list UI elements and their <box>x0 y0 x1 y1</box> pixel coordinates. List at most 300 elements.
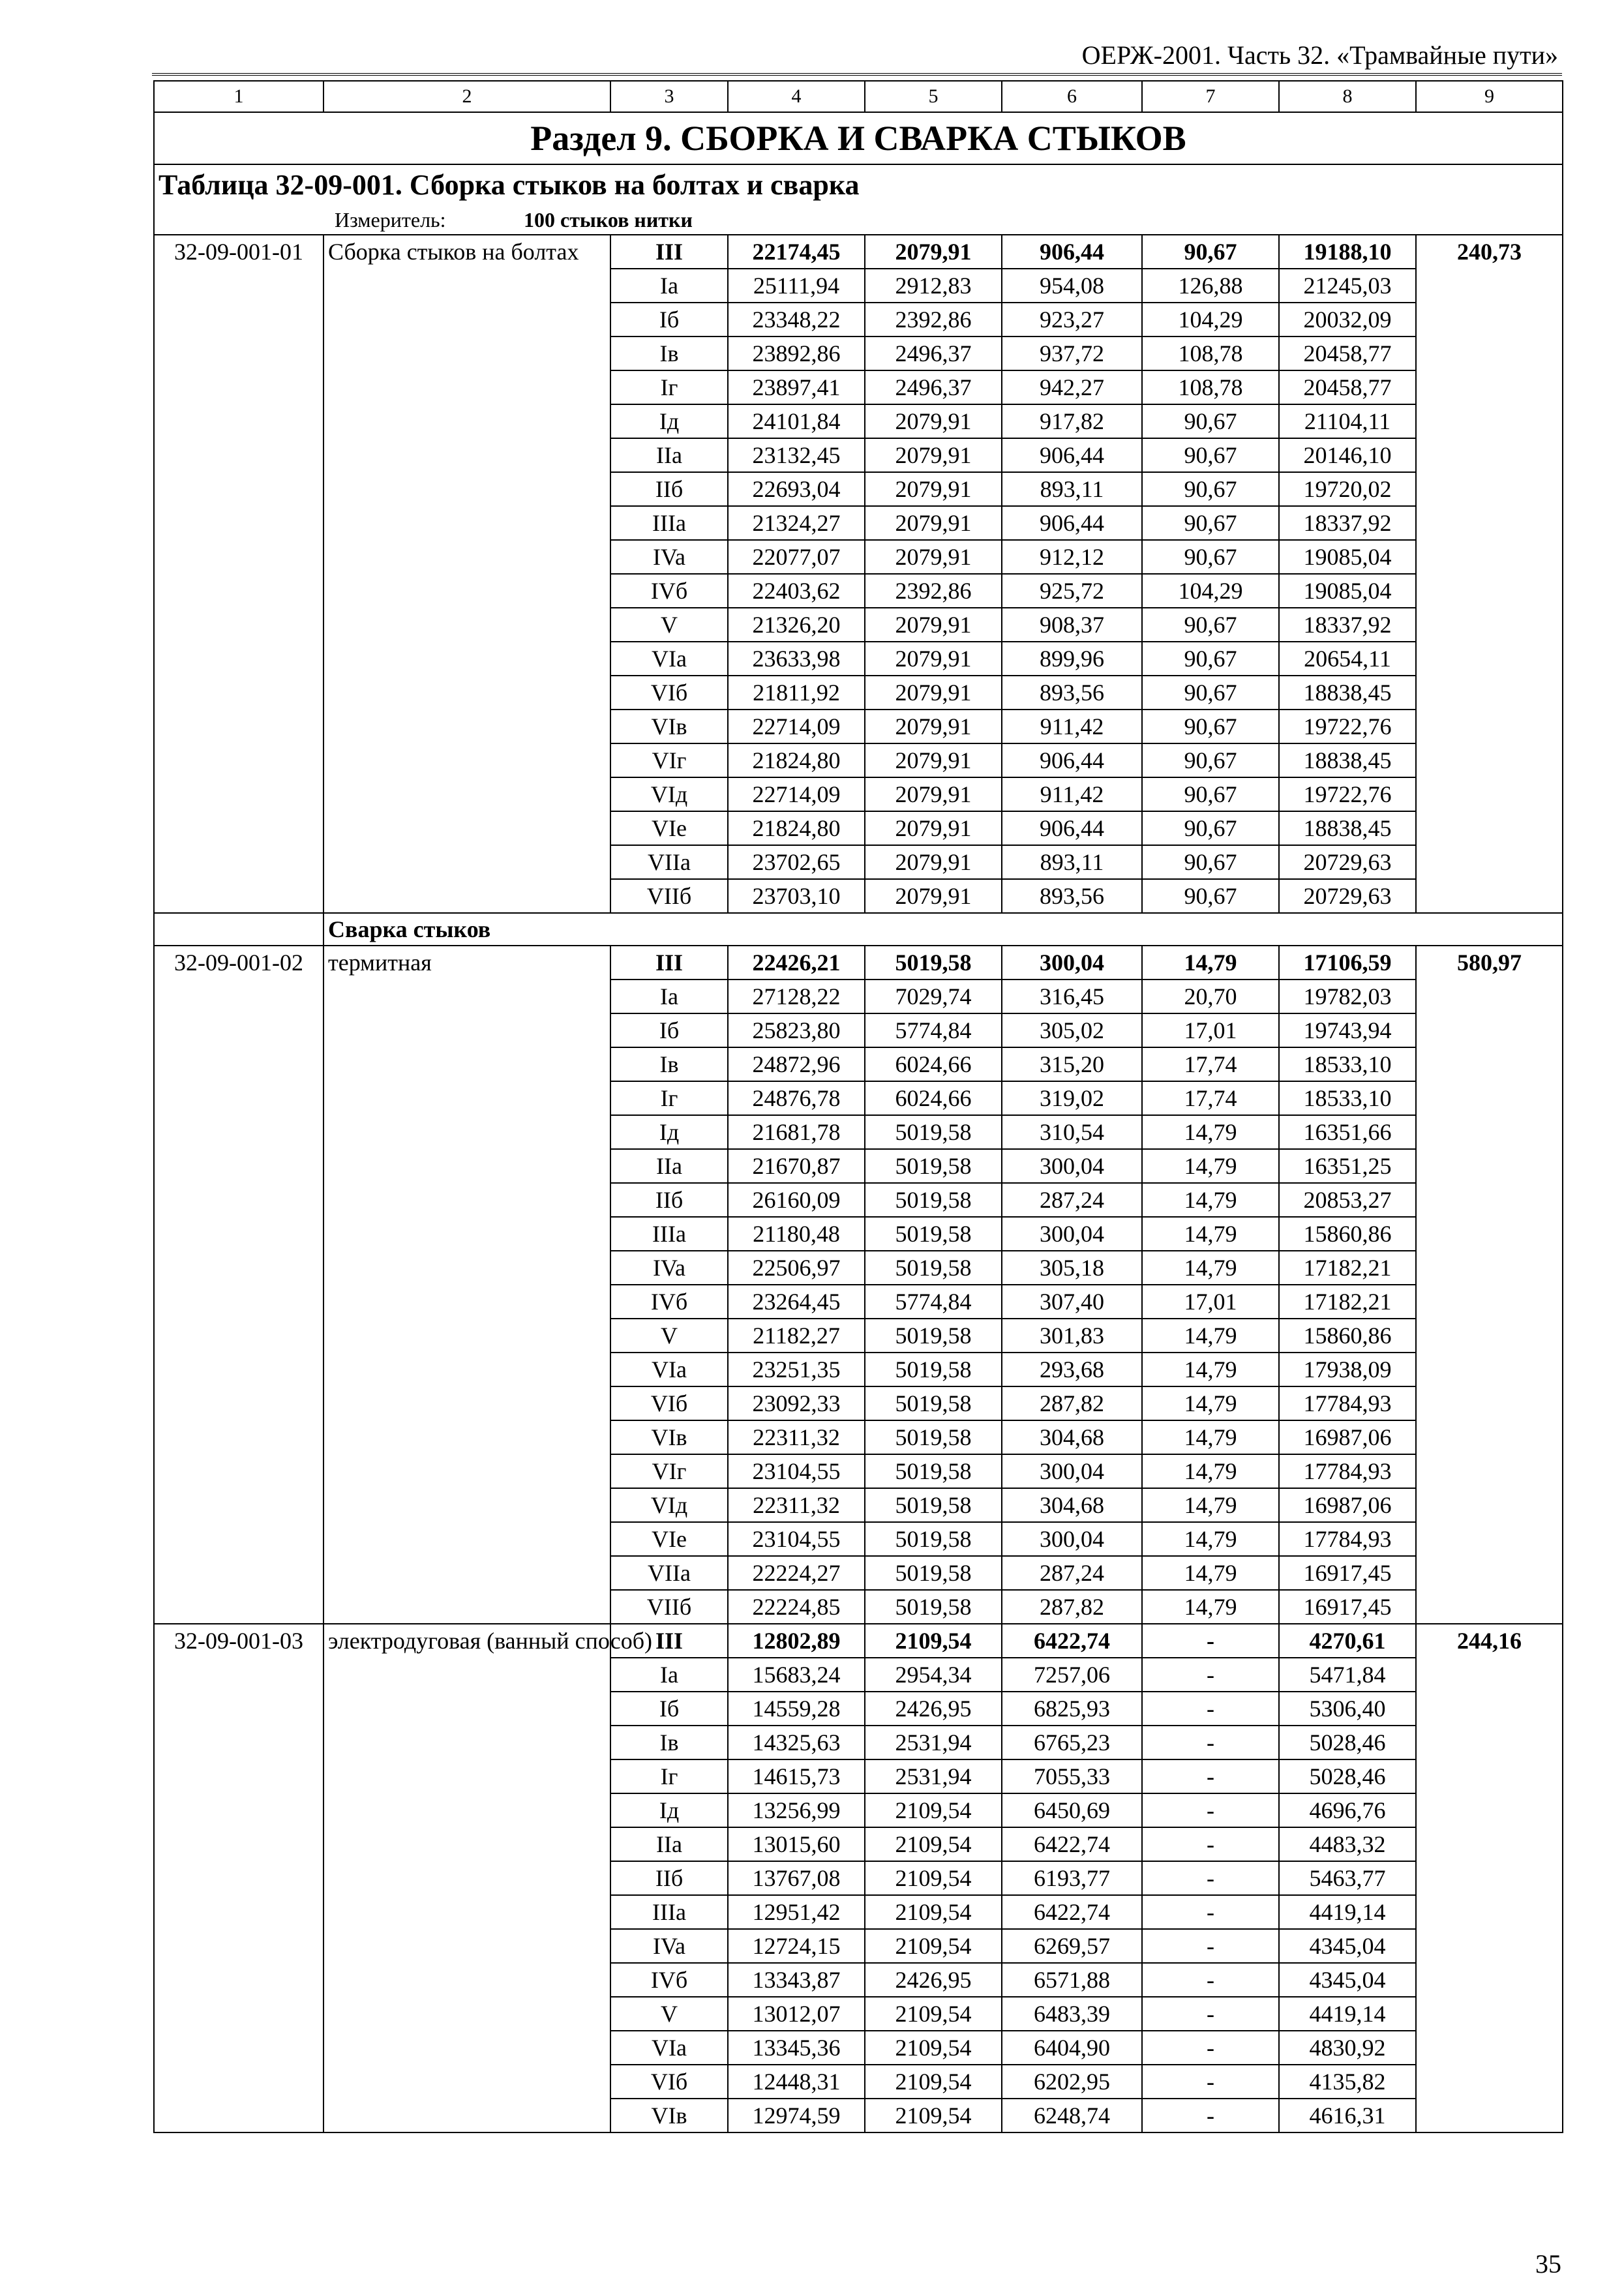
zone-cell: VIв <box>610 2099 728 2132</box>
value-cell: 4616,31 <box>1279 2099 1416 2132</box>
value-cell: 4419,14 <box>1279 1895 1416 1929</box>
column-number: 3 <box>610 81 728 112</box>
value-cell: 6422,74 <box>1002 1827 1142 1861</box>
value-cell: 21824,80 <box>728 743 865 777</box>
value-cell: 911,42 <box>1002 777 1142 811</box>
value-cell: 2109,54 <box>865 2031 1002 2065</box>
column-number: 7 <box>1142 81 1279 112</box>
zone-cell: Ia <box>610 1658 728 1692</box>
value-cell: 14559,28 <box>728 1692 865 1726</box>
value-cell: 23897,41 <box>728 370 865 404</box>
zone-cell: VIб <box>610 1386 728 1420</box>
zone-cell: VIa <box>610 1353 728 1386</box>
value-cell: 18838,45 <box>1279 811 1416 845</box>
value-cell: 17,74 <box>1142 1081 1279 1115</box>
item-extra-value: 240,73 <box>1416 235 1563 913</box>
value-cell: 893,11 <box>1002 472 1142 506</box>
value-cell: 2079,91 <box>865 743 1002 777</box>
value-cell: 912,12 <box>1002 540 1142 574</box>
zone-cell: VIa <box>610 642 728 676</box>
value-cell: 6422,74 <box>1002 1624 1142 1658</box>
value-cell: 906,44 <box>1002 438 1142 472</box>
value-cell: 18533,10 <box>1279 1081 1416 1115</box>
value-cell: 22224,27 <box>728 1556 865 1590</box>
value-cell: 908,37 <box>1002 608 1142 642</box>
value-cell: 14,79 <box>1142 1556 1279 1590</box>
value-cell: 22224,85 <box>728 1590 865 1624</box>
value-cell: 304,68 <box>1002 1420 1142 1454</box>
value-cell: 319,02 <box>1002 1081 1142 1115</box>
value-cell: 90,67 <box>1142 438 1279 472</box>
value-cell: 90,67 <box>1142 404 1279 438</box>
value-cell: 942,27 <box>1002 370 1142 404</box>
value-cell: 24101,84 <box>728 404 865 438</box>
value-cell: 15860,86 <box>1279 1217 1416 1251</box>
value-cell: 5774,84 <box>865 1285 1002 1319</box>
zone-cell: III <box>610 235 728 269</box>
value-cell: 2531,94 <box>865 1726 1002 1759</box>
value-cell: 22426,21 <box>728 946 865 980</box>
value-cell: 20729,63 <box>1279 879 1416 913</box>
value-cell: 12951,42 <box>728 1895 865 1929</box>
zone-cell: Iг <box>610 1759 728 1793</box>
value-cell: 906,44 <box>1002 506 1142 540</box>
value-cell: 17784,93 <box>1279 1454 1416 1488</box>
value-cell: 18838,45 <box>1279 676 1416 710</box>
value-cell: 17106,59 <box>1279 946 1416 980</box>
value-cell: 6269,57 <box>1002 1929 1142 1963</box>
zone-cell: Iб <box>610 303 728 337</box>
value-cell: - <box>1142 2065 1279 2099</box>
value-cell: 16351,66 <box>1279 1115 1416 1149</box>
value-cell: - <box>1142 1726 1279 1759</box>
value-cell: 2392,86 <box>865 303 1002 337</box>
value-cell: 906,44 <box>1002 235 1142 269</box>
subheading-row <box>154 913 1563 946</box>
zone-cell: IIIa <box>610 506 728 540</box>
zone-cell: IIб <box>610 472 728 506</box>
value-cell: 5019,58 <box>865 1319 1002 1353</box>
value-cell: - <box>1142 1759 1279 1793</box>
zone-cell: VIe <box>610 811 728 845</box>
value-cell: 5019,58 <box>865 946 1002 980</box>
value-cell: 5028,46 <box>1279 1726 1416 1759</box>
value-cell: 2954,34 <box>865 1658 1002 1692</box>
value-cell: 19085,04 <box>1279 574 1416 608</box>
value-cell: 6202,95 <box>1002 2065 1142 2099</box>
value-cell: 5019,58 <box>865 1590 1002 1624</box>
value-cell: 19085,04 <box>1279 540 1416 574</box>
value-cell: 14,79 <box>1142 1420 1279 1454</box>
value-cell: 911,42 <box>1002 710 1142 743</box>
zone-cell: VIe <box>610 1522 728 1556</box>
value-cell: 21681,78 <box>728 1115 865 1149</box>
value-cell: 2079,91 <box>865 642 1002 676</box>
value-cell: 4696,76 <box>1279 1793 1416 1827</box>
value-cell: 18337,92 <box>1279 506 1416 540</box>
value-cell: 90,67 <box>1142 743 1279 777</box>
value-cell: 315,20 <box>1002 1047 1142 1081</box>
value-cell: 300,04 <box>1002 1149 1142 1183</box>
value-cell: 14,79 <box>1142 1488 1279 1522</box>
measure-value: 100 стыков нитки <box>524 208 693 232</box>
zone-cell: Iв <box>610 1726 728 1759</box>
value-cell: 304,68 <box>1002 1488 1142 1522</box>
zone-cell: VIв <box>610 1420 728 1454</box>
value-cell: 90,67 <box>1142 845 1279 879</box>
value-cell: 90,67 <box>1142 777 1279 811</box>
value-cell: 19722,76 <box>1279 777 1416 811</box>
value-cell: 5028,46 <box>1279 1759 1416 1793</box>
value-cell: 6193,77 <box>1002 1861 1142 1895</box>
value-cell: 2109,54 <box>865 1861 1002 1895</box>
value-cell: 305,02 <box>1002 1013 1142 1047</box>
value-cell: 2079,91 <box>865 438 1002 472</box>
zone-cell: Iв <box>610 337 728 370</box>
value-cell: 14,79 <box>1142 1183 1279 1217</box>
value-cell: 2109,54 <box>865 2065 1002 2099</box>
value-cell: 19743,94 <box>1279 1013 1416 1047</box>
value-cell: 90,67 <box>1142 710 1279 743</box>
value-cell: 23348,22 <box>728 303 865 337</box>
value-cell: 21245,03 <box>1279 269 1416 303</box>
table-row <box>154 1624 1563 1658</box>
value-cell: 5019,58 <box>865 1556 1002 1590</box>
value-cell: 5019,58 <box>865 1115 1002 1149</box>
value-cell: 14,79 <box>1142 1149 1279 1183</box>
zone-cell: IIIa <box>610 1217 728 1251</box>
value-cell: 12802,89 <box>728 1624 865 1658</box>
value-cell: 126,88 <box>1142 269 1279 303</box>
value-cell: 2079,91 <box>865 777 1002 811</box>
value-cell: 893,56 <box>1002 676 1142 710</box>
value-cell: 20,70 <box>1142 980 1279 1013</box>
value-cell: 6024,66 <box>865 1081 1002 1115</box>
value-cell: 917,82 <box>1002 404 1142 438</box>
value-cell: 24872,96 <box>728 1047 865 1081</box>
value-cell: 23251,35 <box>728 1353 865 1386</box>
zone-cell: VIIa <box>610 1556 728 1590</box>
page-number: 35 <box>1535 2249 1561 2279</box>
value-cell: 14,79 <box>1142 1251 1279 1285</box>
value-cell: 925,72 <box>1002 574 1142 608</box>
value-cell: 20032,09 <box>1279 303 1416 337</box>
value-cell: 5019,58 <box>865 1149 1002 1183</box>
item-name: электродуговая (ванный способ) <box>323 1624 610 2132</box>
value-cell: 301,83 <box>1002 1319 1142 1353</box>
value-cell: 4830,92 <box>1279 2031 1416 2065</box>
column-numbers-row <box>154 81 1563 112</box>
value-cell: 21811,92 <box>728 676 865 710</box>
subheading: Сварка стыков <box>323 913 1563 946</box>
value-cell: - <box>1142 2099 1279 2132</box>
zone-cell: Iг <box>610 370 728 404</box>
value-cell: 23264,45 <box>728 1285 865 1319</box>
zone-cell: IIб <box>610 1861 728 1895</box>
value-cell: 2392,86 <box>865 574 1002 608</box>
value-cell: 4345,04 <box>1279 1929 1416 1963</box>
value-cell: 4419,14 <box>1279 1997 1416 2031</box>
value-cell: - <box>1142 1861 1279 1895</box>
zone-cell: VIIa <box>610 845 728 879</box>
value-cell: 16351,25 <box>1279 1149 1416 1183</box>
table-title-row <box>154 164 1563 205</box>
column-number: 2 <box>323 81 610 112</box>
value-cell: 5019,58 <box>865 1353 1002 1386</box>
value-cell: 14,79 <box>1142 1522 1279 1556</box>
value-cell: 5019,58 <box>865 1522 1002 1556</box>
value-cell: 293,68 <box>1002 1353 1142 1386</box>
value-cell: 27128,22 <box>728 980 865 1013</box>
value-cell: 316,45 <box>1002 980 1142 1013</box>
value-cell: 21670,87 <box>728 1149 865 1183</box>
value-cell: 20458,77 <box>1279 370 1416 404</box>
value-cell: 14,79 <box>1142 1590 1279 1624</box>
value-cell: 23633,98 <box>728 642 865 676</box>
column-number: 6 <box>1002 81 1142 112</box>
measure-cell <box>154 205 1563 235</box>
value-cell: 13767,08 <box>728 1861 865 1895</box>
value-cell: 13345,36 <box>728 2031 865 2065</box>
zone-cell: IVб <box>610 1285 728 1319</box>
value-cell: - <box>1142 1658 1279 1692</box>
zone-cell: VIв <box>610 710 728 743</box>
value-cell: 12974,59 <box>728 2099 865 2132</box>
value-cell: 906,44 <box>1002 811 1142 845</box>
measure-row <box>154 205 1563 235</box>
value-cell: 20729,63 <box>1279 845 1416 879</box>
zone-cell: III <box>610 1624 728 1658</box>
zone-cell: Ia <box>610 269 728 303</box>
zone-cell: III <box>610 946 728 980</box>
item-code: 32-09-001-03 <box>154 1624 323 2132</box>
value-cell: 287,24 <box>1002 1556 1142 1590</box>
zone-cell: IVa <box>610 1251 728 1285</box>
zone-cell: Iг <box>610 1081 728 1115</box>
zone-cell: VIIб <box>610 1590 728 1624</box>
table-row <box>154 235 1563 269</box>
value-cell: 14615,73 <box>728 1759 865 1793</box>
value-cell: 2109,54 <box>865 1827 1002 1861</box>
value-cell: 19720,02 <box>1279 472 1416 506</box>
value-cell: 2079,91 <box>865 540 1002 574</box>
value-cell: 12724,15 <box>728 1929 865 1963</box>
value-cell: 13015,60 <box>728 1827 865 1861</box>
zone-cell: VIг <box>610 1454 728 1488</box>
zone-cell: VIб <box>610 2065 728 2099</box>
value-cell: 6825,93 <box>1002 1692 1142 1726</box>
value-cell: 17784,93 <box>1279 1386 1416 1420</box>
zone-cell: IIa <box>610 1827 728 1861</box>
value-cell: 19188,10 <box>1279 235 1416 269</box>
value-cell: 15860,86 <box>1279 1319 1416 1353</box>
value-cell: 2079,91 <box>865 235 1002 269</box>
value-cell: 287,82 <box>1002 1590 1142 1624</box>
value-cell: - <box>1142 1929 1279 1963</box>
value-cell: - <box>1142 1963 1279 1997</box>
value-cell: 22403,62 <box>728 574 865 608</box>
value-cell: 307,40 <box>1002 1285 1142 1319</box>
value-cell: 4483,32 <box>1279 1827 1416 1861</box>
value-cell: 4270,61 <box>1279 1624 1416 1658</box>
value-cell: 2109,54 <box>865 1929 1002 1963</box>
value-cell: 2079,91 <box>865 879 1002 913</box>
value-cell: 2109,54 <box>865 1624 1002 1658</box>
value-cell: 22506,97 <box>728 1251 865 1285</box>
subheading-spacer <box>154 913 323 946</box>
value-cell: 2531,94 <box>865 1759 1002 1793</box>
zone-cell: VIг <box>610 743 728 777</box>
value-cell: 300,04 <box>1002 1454 1142 1488</box>
value-cell: 20654,11 <box>1279 642 1416 676</box>
value-cell: 14,79 <box>1142 1386 1279 1420</box>
value-cell: 2109,54 <box>865 1895 1002 1929</box>
zone-cell: IIa <box>610 438 728 472</box>
value-cell: 22174,45 <box>728 235 865 269</box>
value-cell: 6248,74 <box>1002 2099 1142 2132</box>
value-cell: 21182,27 <box>728 1319 865 1353</box>
value-cell: 300,04 <box>1002 1522 1142 1556</box>
zone-cell: IIб <box>610 1183 728 1217</box>
value-cell: 5306,40 <box>1279 1692 1416 1726</box>
value-cell: 5463,77 <box>1279 1861 1416 1895</box>
value-cell: - <box>1142 1793 1279 1827</box>
value-cell: 12448,31 <box>728 2065 865 2099</box>
value-cell: 6404,90 <box>1002 2031 1142 2065</box>
value-cell: 2912,83 <box>865 269 1002 303</box>
zone-cell: IVa <box>610 1929 728 1963</box>
measure-label: Измеритель: <box>335 208 446 232</box>
value-cell: 90,67 <box>1142 642 1279 676</box>
value-cell: 20146,10 <box>1279 438 1416 472</box>
value-cell: 2079,91 <box>865 506 1002 540</box>
value-cell: 899,96 <box>1002 642 1142 676</box>
value-cell: 287,24 <box>1002 1183 1142 1217</box>
value-cell: 13256,99 <box>728 1793 865 1827</box>
value-cell: 23892,86 <box>728 337 865 370</box>
value-cell: 6422,74 <box>1002 1895 1142 1929</box>
zone-cell: Iб <box>610 1013 728 1047</box>
value-cell: 104,29 <box>1142 303 1279 337</box>
value-cell: - <box>1142 1895 1279 1929</box>
value-cell: 6483,39 <box>1002 1997 1142 2031</box>
value-cell: 17784,93 <box>1279 1522 1416 1556</box>
value-cell: 22077,07 <box>728 540 865 574</box>
value-cell: 4345,04 <box>1279 1963 1416 1997</box>
section-title: Раздел 9. СБОРКА И СВАРКА СТЫКОВ <box>154 112 1563 164</box>
value-cell: 23104,55 <box>728 1454 865 1488</box>
value-cell: 90,67 <box>1142 235 1279 269</box>
value-cell: 5019,58 <box>865 1217 1002 1251</box>
value-cell: 21824,80 <box>728 811 865 845</box>
zone-cell: IVб <box>610 1963 728 1997</box>
value-cell: - <box>1142 1827 1279 1861</box>
table-title: Таблица 32-09-001. Сборка стыков на болтах и сварка <box>154 164 1563 205</box>
value-cell: 25823,80 <box>728 1013 865 1047</box>
item-code: 32-09-001-02 <box>154 946 323 1624</box>
zone-cell: VIIб <box>610 879 728 913</box>
column-number: 8 <box>1279 81 1416 112</box>
value-cell: 14325,63 <box>728 1726 865 1759</box>
column-number: 5 <box>865 81 1002 112</box>
value-cell: 2079,91 <box>865 608 1002 642</box>
value-cell: - <box>1142 2031 1279 2065</box>
value-cell: 16917,45 <box>1279 1556 1416 1590</box>
value-cell: 2426,95 <box>865 1692 1002 1726</box>
item-name: Сборка стыков на болтах <box>323 235 610 913</box>
value-cell: 14,79 <box>1142 1115 1279 1149</box>
value-cell: 90,67 <box>1142 472 1279 506</box>
value-cell: 287,82 <box>1002 1386 1142 1420</box>
value-cell: 22714,09 <box>728 777 865 811</box>
value-cell: 937,72 <box>1002 337 1142 370</box>
value-cell: 22693,04 <box>728 472 865 506</box>
value-cell: - <box>1142 1692 1279 1726</box>
value-cell: - <box>1142 1624 1279 1658</box>
value-cell: 17182,21 <box>1279 1285 1416 1319</box>
value-cell: 104,29 <box>1142 574 1279 608</box>
page-header <box>152 38 1562 76</box>
column-number: 4 <box>728 81 865 112</box>
value-cell: 16987,06 <box>1279 1420 1416 1454</box>
value-cell: 7055,33 <box>1002 1759 1142 1793</box>
value-cell: 23104,55 <box>728 1522 865 1556</box>
value-cell: 21326,20 <box>728 608 865 642</box>
item-extra-value: 580,97 <box>1416 946 1563 1624</box>
value-cell: 21324,27 <box>728 506 865 540</box>
zone-cell: Iд <box>610 404 728 438</box>
value-cell: 17,01 <box>1142 1285 1279 1319</box>
value-cell: 90,67 <box>1142 676 1279 710</box>
value-cell: 2109,54 <box>865 2099 1002 2132</box>
value-cell: 14,79 <box>1142 1319 1279 1353</box>
column-number: 1 <box>154 81 323 112</box>
value-cell: 2109,54 <box>865 1997 1002 2031</box>
section-title-row <box>154 112 1563 164</box>
column-number: 9 <box>1416 81 1563 112</box>
value-cell: 300,04 <box>1002 946 1142 980</box>
value-cell: 25111,94 <box>728 269 865 303</box>
value-cell: 5471,84 <box>1279 1658 1416 1692</box>
zone-cell: V <box>610 1319 728 1353</box>
value-cell: 7029,74 <box>865 980 1002 1013</box>
value-cell: 6450,69 <box>1002 1793 1142 1827</box>
value-cell: 6765,23 <box>1002 1726 1142 1759</box>
value-cell: 7257,06 <box>1002 1658 1142 1692</box>
value-cell: 2079,91 <box>865 710 1002 743</box>
zone-cell: Iб <box>610 1692 728 1726</box>
value-cell: 19782,03 <box>1279 980 1416 1013</box>
value-cell: - <box>1142 1997 1279 2031</box>
value-cell: 108,78 <box>1142 337 1279 370</box>
value-cell: 90,67 <box>1142 608 1279 642</box>
zone-cell: IVa <box>610 540 728 574</box>
item-code: 32-09-001-01 <box>154 235 323 913</box>
value-cell: 16917,45 <box>1279 1590 1416 1624</box>
value-cell: 23702,65 <box>728 845 865 879</box>
value-cell: 17,74 <box>1142 1047 1279 1081</box>
value-cell: 5774,84 <box>865 1013 1002 1047</box>
value-cell: 22311,32 <box>728 1420 865 1454</box>
value-cell: 2079,91 <box>865 404 1002 438</box>
zone-cell: Iв <box>610 1047 728 1081</box>
value-cell: 26160,09 <box>728 1183 865 1217</box>
value-cell: 90,67 <box>1142 540 1279 574</box>
value-cell: 893,56 <box>1002 879 1142 913</box>
item-name: термитная <box>323 946 610 1624</box>
value-cell: 18337,92 <box>1279 608 1416 642</box>
value-cell: 90,67 <box>1142 506 1279 540</box>
